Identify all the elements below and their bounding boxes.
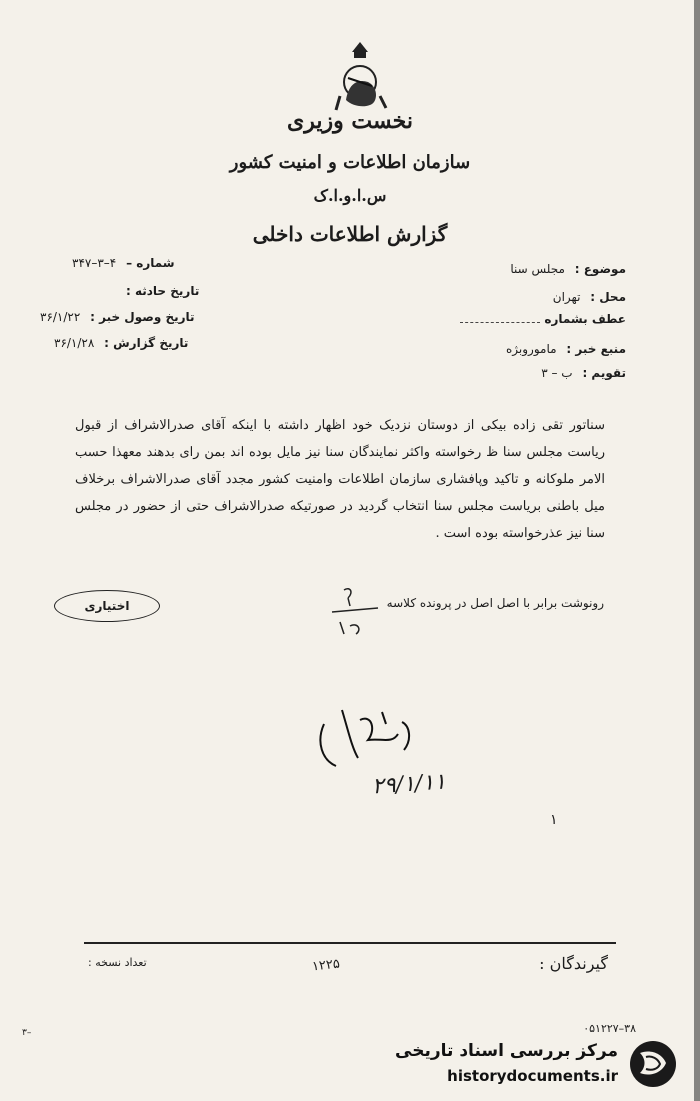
rating-field xyxy=(541,366,626,380)
reference-label: عطف بشماره xyxy=(544,312,626,326)
archive-name: مرکز بررسی اسناد تاریخی xyxy=(395,1041,618,1061)
header-report-type: گزارش اطلاعات داخلی xyxy=(252,222,448,246)
handwritten-fraction-mark xyxy=(330,582,380,642)
margin-mark: ۳– xyxy=(22,1028,32,1038)
event-date-field xyxy=(120,284,199,298)
recipients-label: گیرندگان : xyxy=(539,954,608,973)
rating-value: ب – ۳ xyxy=(541,366,573,380)
archive-site: historydocuments.ir xyxy=(447,1067,618,1085)
subject-value: مجلس سنا xyxy=(510,262,565,276)
receipt-date-label: تاریخ وصول خبر : xyxy=(90,310,195,324)
rating-label: تقویم : xyxy=(582,366,626,380)
header-organization: سازمان اطلاعات و امنیت کشور xyxy=(229,152,471,173)
location-label: محل : xyxy=(590,290,626,304)
ink-mark: ۱ xyxy=(550,812,558,828)
location-field xyxy=(553,290,626,304)
lion-and-sun-emblem-icon xyxy=(330,38,390,118)
source-value: ماموروبژه xyxy=(506,342,557,356)
header-code: س.ا.و.ا.ک xyxy=(313,186,387,205)
number-value: ۴–۳–۳۴۷ xyxy=(72,256,117,270)
receipt-date-field xyxy=(40,310,195,324)
subject-field xyxy=(510,262,626,276)
handwritten-date: ۲۹/۱/۱۱ xyxy=(371,769,447,800)
stamp-number: ۱۲۲۵ xyxy=(311,956,341,975)
source-label: منبع خبر : xyxy=(566,342,626,356)
number-label: شماره – xyxy=(126,256,175,270)
archive-logo-icon xyxy=(628,1039,678,1089)
document-code: ۳۸–۰۵۱۲۲۷ xyxy=(583,1022,636,1035)
header-title: نخست وزیری xyxy=(287,108,413,134)
footer-divider xyxy=(84,942,616,944)
report-date-value: ۳۶/۱/۲۸ xyxy=(54,336,95,350)
subject-label: موضوع : xyxy=(574,262,626,276)
copies-label: تعداد نسخه : xyxy=(88,956,147,969)
location-value: تهران xyxy=(552,290,581,304)
event-date-label: تاریخ حادثه : xyxy=(126,284,200,298)
reference-field xyxy=(538,312,626,326)
scan-edge xyxy=(694,0,700,1101)
receipt-date-value: ۳۶/۱/۲۲ xyxy=(40,310,81,324)
report-body xyxy=(75,412,605,547)
source-field xyxy=(506,342,626,356)
number-field xyxy=(72,256,175,270)
copy-note: رونوشت برابر با اصل اصل در پرونده کلاسه xyxy=(386,596,604,610)
body-paragraph: سناتور تقی زاده بیکی از دوستان نزدیک خود اظهار داشته با اینکه آقای صدرالاشراف از قبول ریاست مجلس سنا ظ رخواسته واکثر نمایندگان سنا نیز مایل بوده اند بمن رای بدهند معهذا حسب الامر ملوکانه و تاکید وپافشاری سازمان اطلاعات وامنیت کشور مجدد آقای صدرالاشراف برخلاف میل باطنی بریاست مجلس سنا انتخاب گردید در صورتیکه صدرالاشراف حتی از حضور در مجلس سنا نیز عذرخواسته بوده است . xyxy=(75,418,605,541)
reference-blank-line xyxy=(460,322,540,323)
report-date-field xyxy=(54,336,188,350)
handwritten-signature xyxy=(312,700,432,780)
archive-watermark xyxy=(396,1035,686,1093)
report-date-label: تاریخ گزارش : xyxy=(104,336,189,350)
initials-bubble: اختیاری xyxy=(54,590,160,622)
